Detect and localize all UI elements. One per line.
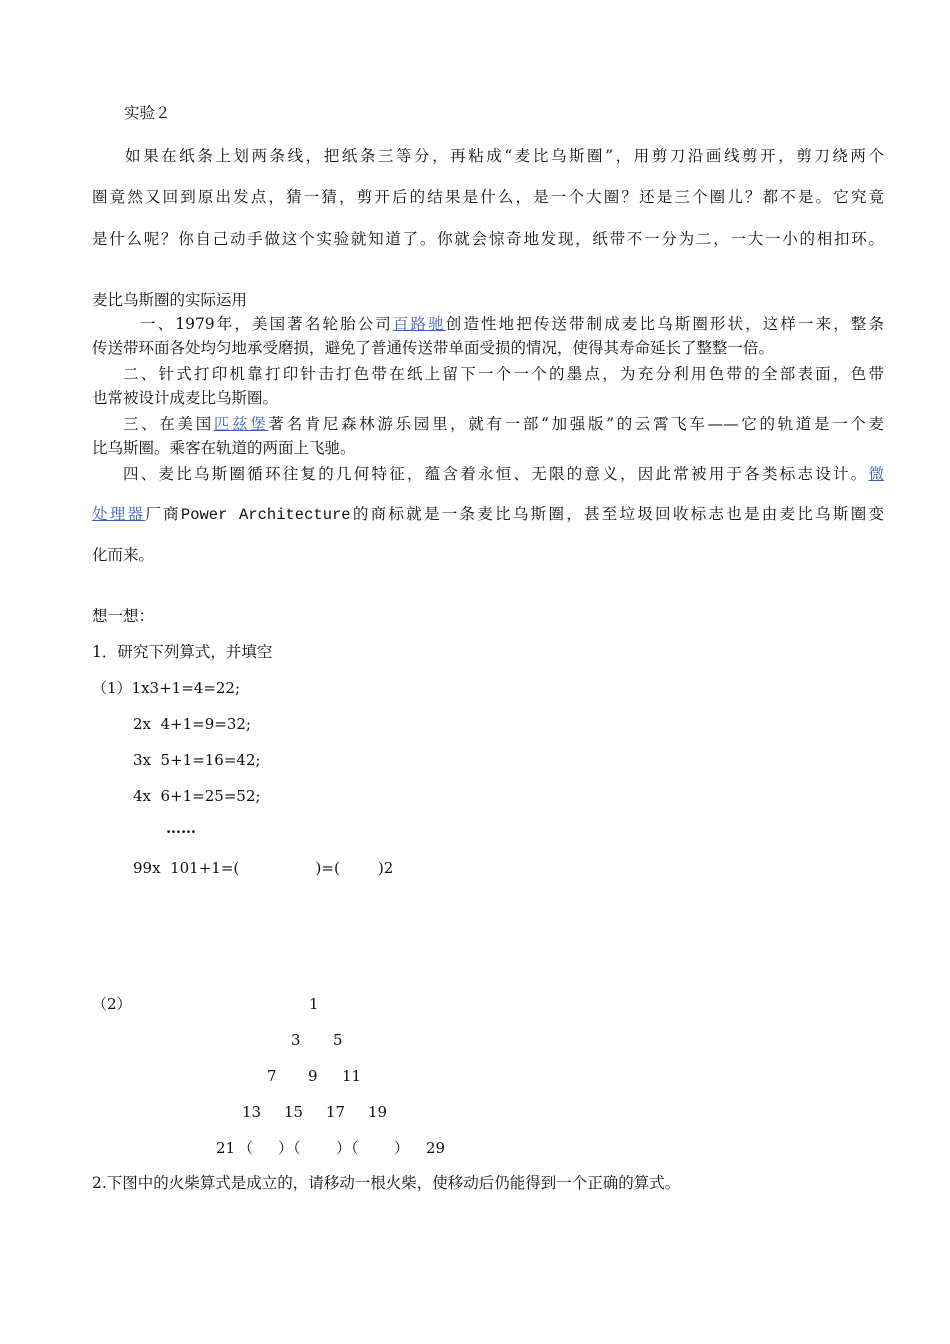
application-item-2-line-1: 二、针式打印机靠打印针击打色带在纸上留下一个一个的墨点，为充分利用色带的全部表面，色带 xyxy=(123,365,884,383)
question-1: 1．研究下列算式，并填空 xyxy=(92,643,273,661)
triangle-number: 21 xyxy=(216,1139,236,1157)
triangle-number: 9 xyxy=(308,1067,318,1085)
application-item-1 xyxy=(92,314,884,334)
triangle-number: 17 xyxy=(326,1103,346,1121)
pittsburgh-link[interactable]: 匹兹堡 xyxy=(213,415,269,433)
triangle-number: 29 xyxy=(426,1139,446,1157)
equation-4: 4x 6+1=25=52; xyxy=(133,787,261,805)
triangle-blank-open: （ xyxy=(238,1139,254,1157)
triangle-blank: ）（ xyxy=(336,1139,359,1157)
microprocessor-link-part-1[interactable]: 微 xyxy=(868,465,884,483)
item-1-text-start: 一、1979年，美国著名轮胎公司 xyxy=(140,315,393,333)
triangle-number: 15 xyxy=(284,1103,304,1121)
triangle-number: 1 xyxy=(309,995,319,1013)
item-3-text-start: 三、在美国 xyxy=(123,415,214,433)
application-item-1-line-2: 传送带环面各处均匀地承受磨损，避免了普通传送带单面受损的情况，使得其寿命延长了整整一倍。 xyxy=(92,339,775,357)
application-item-3 xyxy=(92,414,884,434)
application-item-3-line-2: 比乌斯圈。乘客在轨道的两面上飞驰。 xyxy=(92,439,356,457)
item-4-trademark-text: 厂商Power Architecture的商标就是一条麦比乌斯圈，甚至垃圾回收标志也是由麦比乌斯圈变 xyxy=(145,506,884,524)
experiment-line-2: 圈竟然又回到原出发点，猜一猜，剪开后的结果是什么，是一个大圈？还是三个圈儿？都不是。它究竟 xyxy=(92,188,884,206)
ellipsis: …… xyxy=(166,819,196,837)
triangle-number: 19 xyxy=(368,1103,388,1121)
application-item-4-line-1 xyxy=(92,464,884,484)
equation-1: （1）1x3+1=4=22; xyxy=(92,679,241,697)
experiment-heading: 实验２ xyxy=(124,104,171,122)
triangle-blank: ）（ xyxy=(278,1139,301,1157)
equation-99: 99x 101+1=( )=( )2 xyxy=(133,859,394,877)
experiment-line-3: 是什么呢？你自己动手做这个实验就知道了。你就会惊奇地发现，纸带不一分为二，一大一小的相扣环。 xyxy=(92,230,884,248)
triangle-number: 7 xyxy=(267,1067,277,1085)
item-3-text-end: 著名肯尼森林游乐园里，就有一部“加强版”的云霄飞车——它的轨道是一个麦 xyxy=(268,415,884,433)
triangle-number: 3 xyxy=(291,1031,301,1049)
equation-2: 2x 4+1=9=32; xyxy=(133,715,252,733)
question-1-part-2-label: （2） xyxy=(92,995,132,1013)
triangle-number: 13 xyxy=(242,1103,262,1121)
question-2: 2.下图中的火柴算式是成立的，请移动一根火柴，使移动后仍能得到一个正确的算式。 xyxy=(92,1174,681,1192)
think-heading: 想一想： xyxy=(92,607,155,625)
application-item-4-line-3: 化而来。 xyxy=(92,546,155,564)
microprocessor-link-part-2[interactable]: 处理器 xyxy=(92,505,146,523)
triangle-number: 5 xyxy=(333,1031,343,1049)
bfgoodrich-link[interactable]: 百路驰 xyxy=(392,315,446,333)
experiment-line-1: 如果在纸条上划两条线，把纸条三等分，再粘成“麦比乌斯圈”，用剪刀沿画线剪开，剪刀绕两个 xyxy=(125,147,884,165)
item-4-text: 四、麦比乌斯圈循环往复的几何特征，蕴含着永恒、无限的意义，因此常被用于各类标志设计。 xyxy=(123,465,869,483)
application-item-2-line-2: 也常被设计成麦比乌斯圈。 xyxy=(92,389,279,407)
triangle-number: 11 xyxy=(342,1067,362,1085)
item-1-text-end: 创造性地把传送带制成麦比乌斯圈形状，这样一来，整条 xyxy=(445,315,884,333)
application-item-4-line-2 xyxy=(92,504,884,525)
equation-3: 3x 5+1=16=42; xyxy=(133,751,261,769)
applications-heading: 麦比乌斯圈的实际运用 xyxy=(92,291,248,309)
triangle-blank-close: ） xyxy=(394,1139,410,1157)
